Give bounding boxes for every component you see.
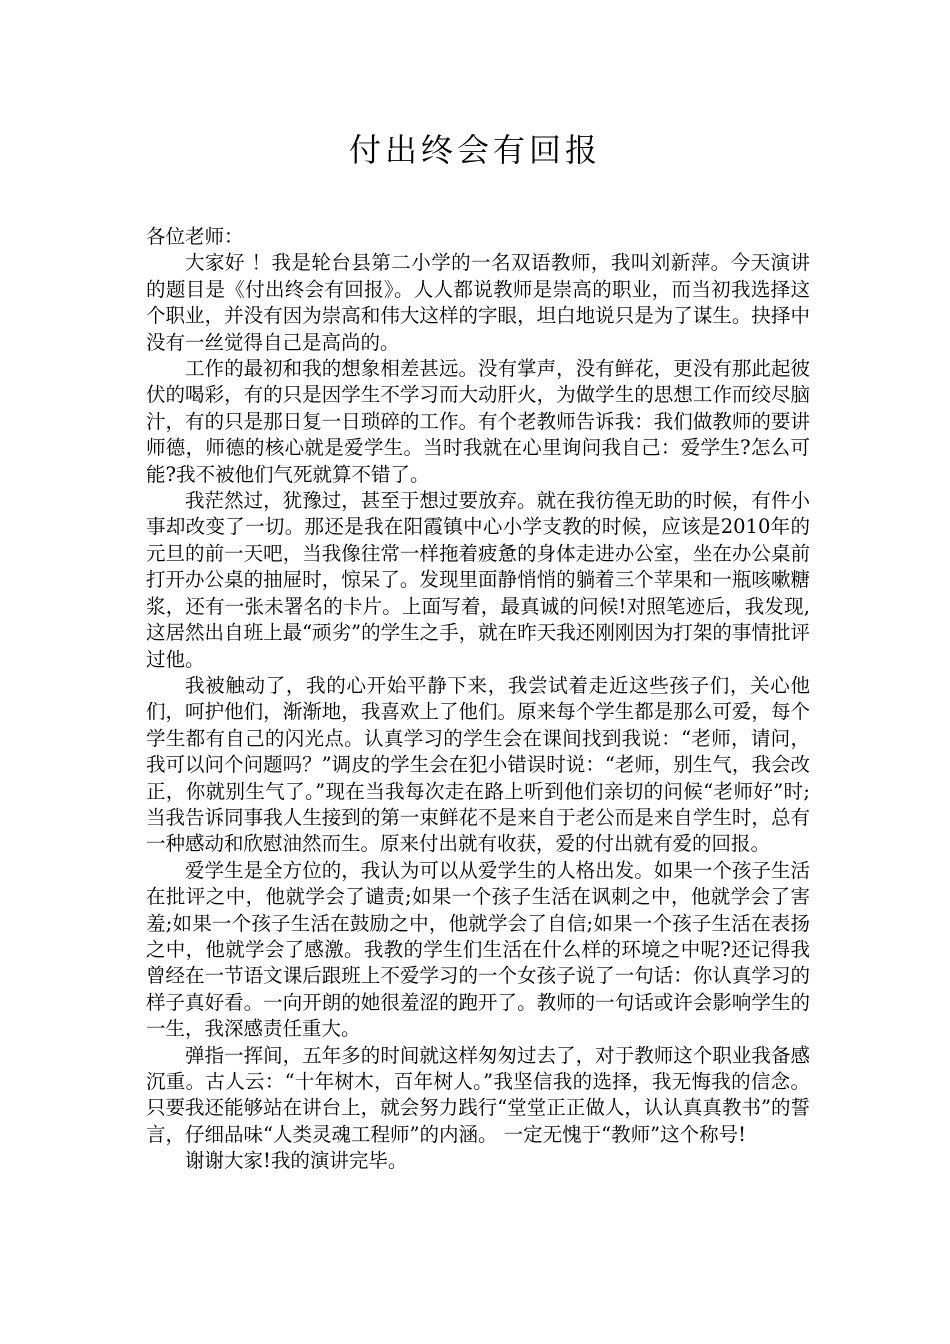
paragraph-1: 大家好 ！我是轮台县第二小学的一名双语教师，我叫刘新萍。今天演讲的题目是《付出终会有回报》。人人都说教师是崇高的职业，而当初我选择这个职业，并没有因为崇高和伟大这样的字眼，坦白地说只是为了谋生。抉择中没有一丝觉得自己是高尚的。 (146, 251, 810, 354)
document-title: 付出终会有回报 (348, 131, 601, 169)
closing-paragraph: 谢谢大家!我的演讲完毕。 (185, 1149, 408, 1173)
paragraph-4: 我被触动了，我的心开始平静下来，我尝试着走近这些孩子们，关心他们，呵护他们，渐渐地，我喜欢上了他们。原来每个学生都是那么可爱，每个学生都有自己的闪光点。认真学习的学生会在课间找到我说：“老师，请问，我可以问个问题吗？”调皮的学生会在犯小错误时说：“老师，别生气，我会改正，你就别生气了。”现在当我每次走在路上听到他们亲切的问候“老师好”时;当我告诉同事我人生接到的第一束鲜花不是来自于老公而是来自学生时，总有一种感动和欣慰油然而生。原来付出就有收获，爱的付出就有爱的回报。 (146, 673, 810, 856)
document-body (146, 224, 810, 1175)
paragraph-5: 爱学生是全方位的，我认为可以从爱学生的人格出发。如果一个孩子生活在批评之中，他就学会了谴责;如果一个孩子生活在讽刺之中，他就学会了害羞;如果一个孩子生活在鼓励之中，他就学会了自信;如果一个孩子生活在表扬之中，他就学会了感激。我教的学生们生活在什么样的环境之中呢?还记得我曾经在一节语文课后跟班上不爱学习的一个女孩子说了一句话：你认真学习的样子真好看。一向开朗的她很羞涩的跑开了。教师的一句话或许会影响学生的一生，我深感责任重大。 (146, 858, 810, 1041)
paragraph-2: 工作的最初和我的想象相差甚远。没有掌声，没有鲜花，更没有那此起彼伏的喝彩，有的只是因学生不学习而大动肝火，为做学生的思想工作而绞尽脑汁，有的只是那日复一日琐碎的工作。有个老教师告诉我：我们做教师的要讲师德，师德的核心就是爱学生。当时我就在心里询问我自己：爱学生?怎么可能?我不被他们气死就算不错了。 (146, 357, 810, 486)
paragraph-3: 我茫然过，犹豫过，甚至于想过要放弃。就在我彷徨无助的时候，有件小事却改变了一切。那还是我在阳霞镇中心小学支教的时候，应该是2010年的元旦的前一天吧，当我像往常一样拖着疲惫的身体走进办公室，坐在办公桌前打开办公桌的抽屉时，惊呆了。发现里面静悄悄的躺着三个苹果和一瓶咳嗽糖浆，还有一张未署名的卡片。上面写着，最真诚的问候!对照笔迹后，我发现,这居然出自班上最“顽劣”的学生之手，就在昨天我还刚刚因为打架的事情批评过他。 (146, 489, 810, 671)
salutation: 各位老师： (146, 225, 244, 248)
paragraph-6: 弹指一挥间，五年多的时间就这样匆匆过去了，对于教师这个职业我备感沉重。古人云：“十年树木，百年树人。”我坚信我的选择，我无悔我的信念。只要我还能够站在讲台上，就会努力践行“堂堂正正做人，认认真真教书”的誓言，仔细品味“人类灵魂工程师”的内涵。 一定无愧于“教师”这个称号! (146, 1043, 810, 1146)
